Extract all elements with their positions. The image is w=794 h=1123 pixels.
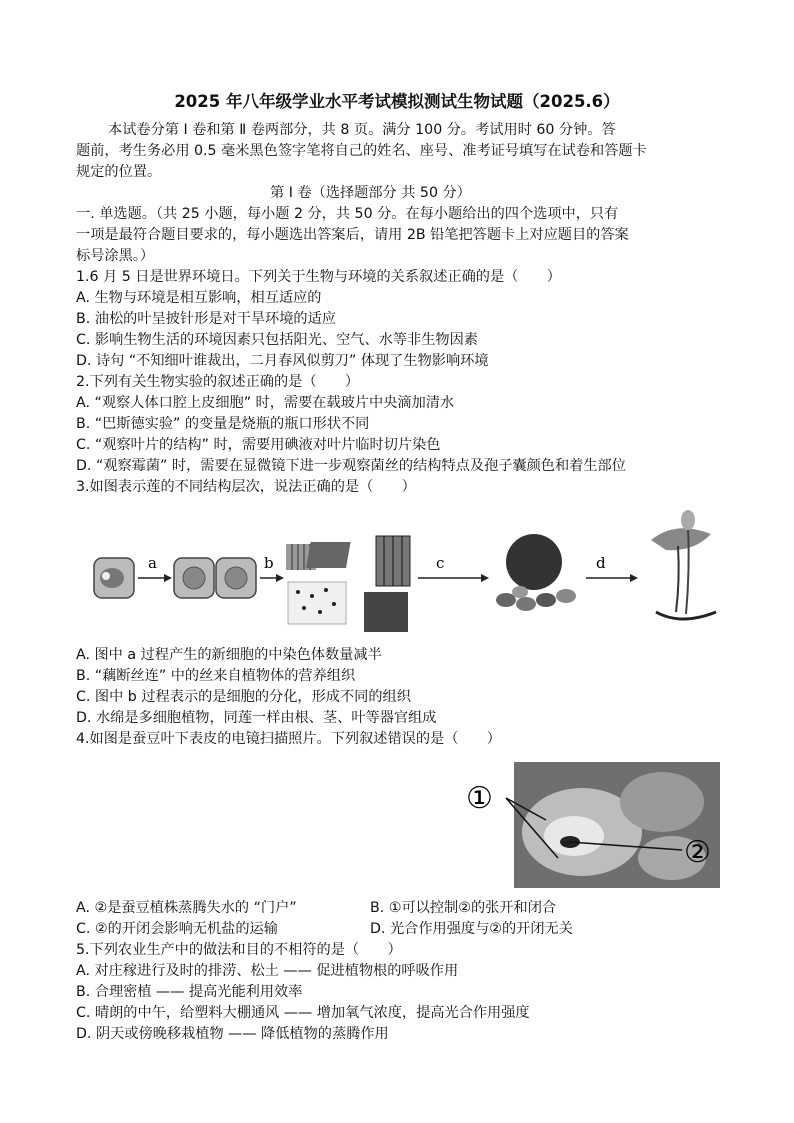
label-c: c	[436, 554, 445, 572]
q5-option-a: A. 对庄稼进行及时的排涝、松土 —— 促进植物根的呼吸作用	[76, 963, 459, 979]
q3-option-b: B. “藕断丝连” 中的丝来自植物体的营养组织	[76, 668, 356, 684]
q4-option-a: A. ②是蚕豆植株蒸腾失水的 “门户”	[76, 900, 297, 916]
label-2: ②	[684, 835, 711, 870]
divided-cells-image	[174, 558, 256, 598]
section-heading: 第 Ⅰ 卷（选择题部分 共 50 分）	[270, 185, 471, 201]
q3-option-d: D. 水绵是多细胞植物，同莲一样由根、茎、叶等器官组成	[76, 710, 437, 726]
stomata-figure	[462, 762, 732, 892]
intro-line-1: 本试卷分第 Ⅰ 卷和第 Ⅱ 卷两部分，共 8 页。满分 100 分。考试用时 60 分钟。答	[108, 122, 616, 138]
q5-stem: 5.下列农业生产中的做法和目的不相符的是（ ）	[76, 942, 402, 958]
q5-option-b: B. 合理密植 —— 提高光能利用效率	[76, 984, 303, 1000]
tissues-image	[286, 536, 410, 632]
q2-option-b: B. “巴斯德实验” 的变量是烧瓶的瓶口形状不同	[76, 416, 370, 432]
q2-option-a: A. “观察人体口腔上皮细胞” 时，需要在载玻片中央滴加清水	[76, 395, 455, 411]
section-instruction-3: 标号涂黑。）	[76, 248, 155, 264]
label-d: d	[596, 554, 606, 572]
q5-option-c: C. 晴朗的中午，给塑料大棚通风 —— 增加氧气浓度，提高光合作用强度	[76, 1005, 530, 1021]
q1-option-d: D. 诗句 “不知细叶谁裁出，二月春风似剪刀” 体现了生物影响环境	[76, 353, 489, 369]
q1-option-b: B. 油松的叶呈披针形是对干旱环境的适应	[76, 311, 336, 327]
lotus-plant-image	[651, 510, 716, 619]
intro-line-2: 题前，考生务必用 0.5 毫米黑色签字笔将自己的姓名、座号、准考证号填写在试卷和答题卡	[76, 143, 647, 159]
section-instruction-1: 一. 单选题。（共 25 小题，每小题 2 分，共 50 分。在每小题给出的四个选项中，只有	[76, 206, 619, 222]
label-a: a	[148, 554, 157, 572]
q3-option-c: C. 图中 b 过程表示的是细胞的分化，形成不同的组织	[76, 689, 411, 705]
q4-option-d: D. 光合作用强度与②的开闭无关	[370, 921, 573, 937]
single-cell-image	[94, 558, 134, 598]
q4-option-b: B. ①可以控制②的张开和闭合	[370, 900, 557, 916]
q4-stem: 4.如图是蚕豆叶下表皮的电镜扫描照片。下列叙述错误的是（ ）	[76, 731, 501, 747]
lotus-organ-image	[496, 534, 576, 611]
label-1: ①	[466, 781, 493, 816]
section-instruction-2: 一项是最符合题目要求的，每小题选出答案后，请用 2B 铅笔把答题卡上对应题目的答案	[76, 227, 629, 243]
q1-option-c: C. 影响生物生活的环境因素只包括阳光、空气、水等非生物因素	[76, 332, 478, 348]
label-b: b	[264, 554, 274, 572]
q3-stem: 3.如图表示莲的不同结构层次，说法正确的是（ ）	[76, 479, 416, 495]
exam-title: 2025 年八年级学业水平考试模拟测试生物试题（2025.6）	[174, 92, 620, 111]
q4-option-c: C. ②的开闭会影响无机盐的运输	[76, 921, 278, 937]
q2-option-c: C. “观察叶片的结构” 时，需要用碘液对叶片临时切片染色	[76, 437, 441, 453]
q1-option-a: A. 生物与环境是相互影响，相互适应的	[76, 290, 322, 306]
q3-option-a: A. 图中 a 过程产生的新细胞的中染色体数量减半	[76, 647, 382, 663]
q2-stem: 2.下列有关生物实验的叙述正确的是（ ）	[76, 374, 360, 390]
lotus-structure-figure	[76, 500, 726, 645]
q2-option-d: D. “观察霉菌” 时，需要在显微镜下进一步观察菌丝的结构特点及孢子囊颜色和着生部位	[76, 458, 626, 474]
q5-option-d: D. 阴天或傍晚移栽植物 —— 降低植物的蒸腾作用	[76, 1026, 389, 1042]
intro-line-3: 规定的位置。	[76, 164, 162, 180]
q1-stem: 1.6 月 5 日是世界环境日。下列关于生物与环境的关系叙述正确的是（ ）	[76, 269, 561, 285]
